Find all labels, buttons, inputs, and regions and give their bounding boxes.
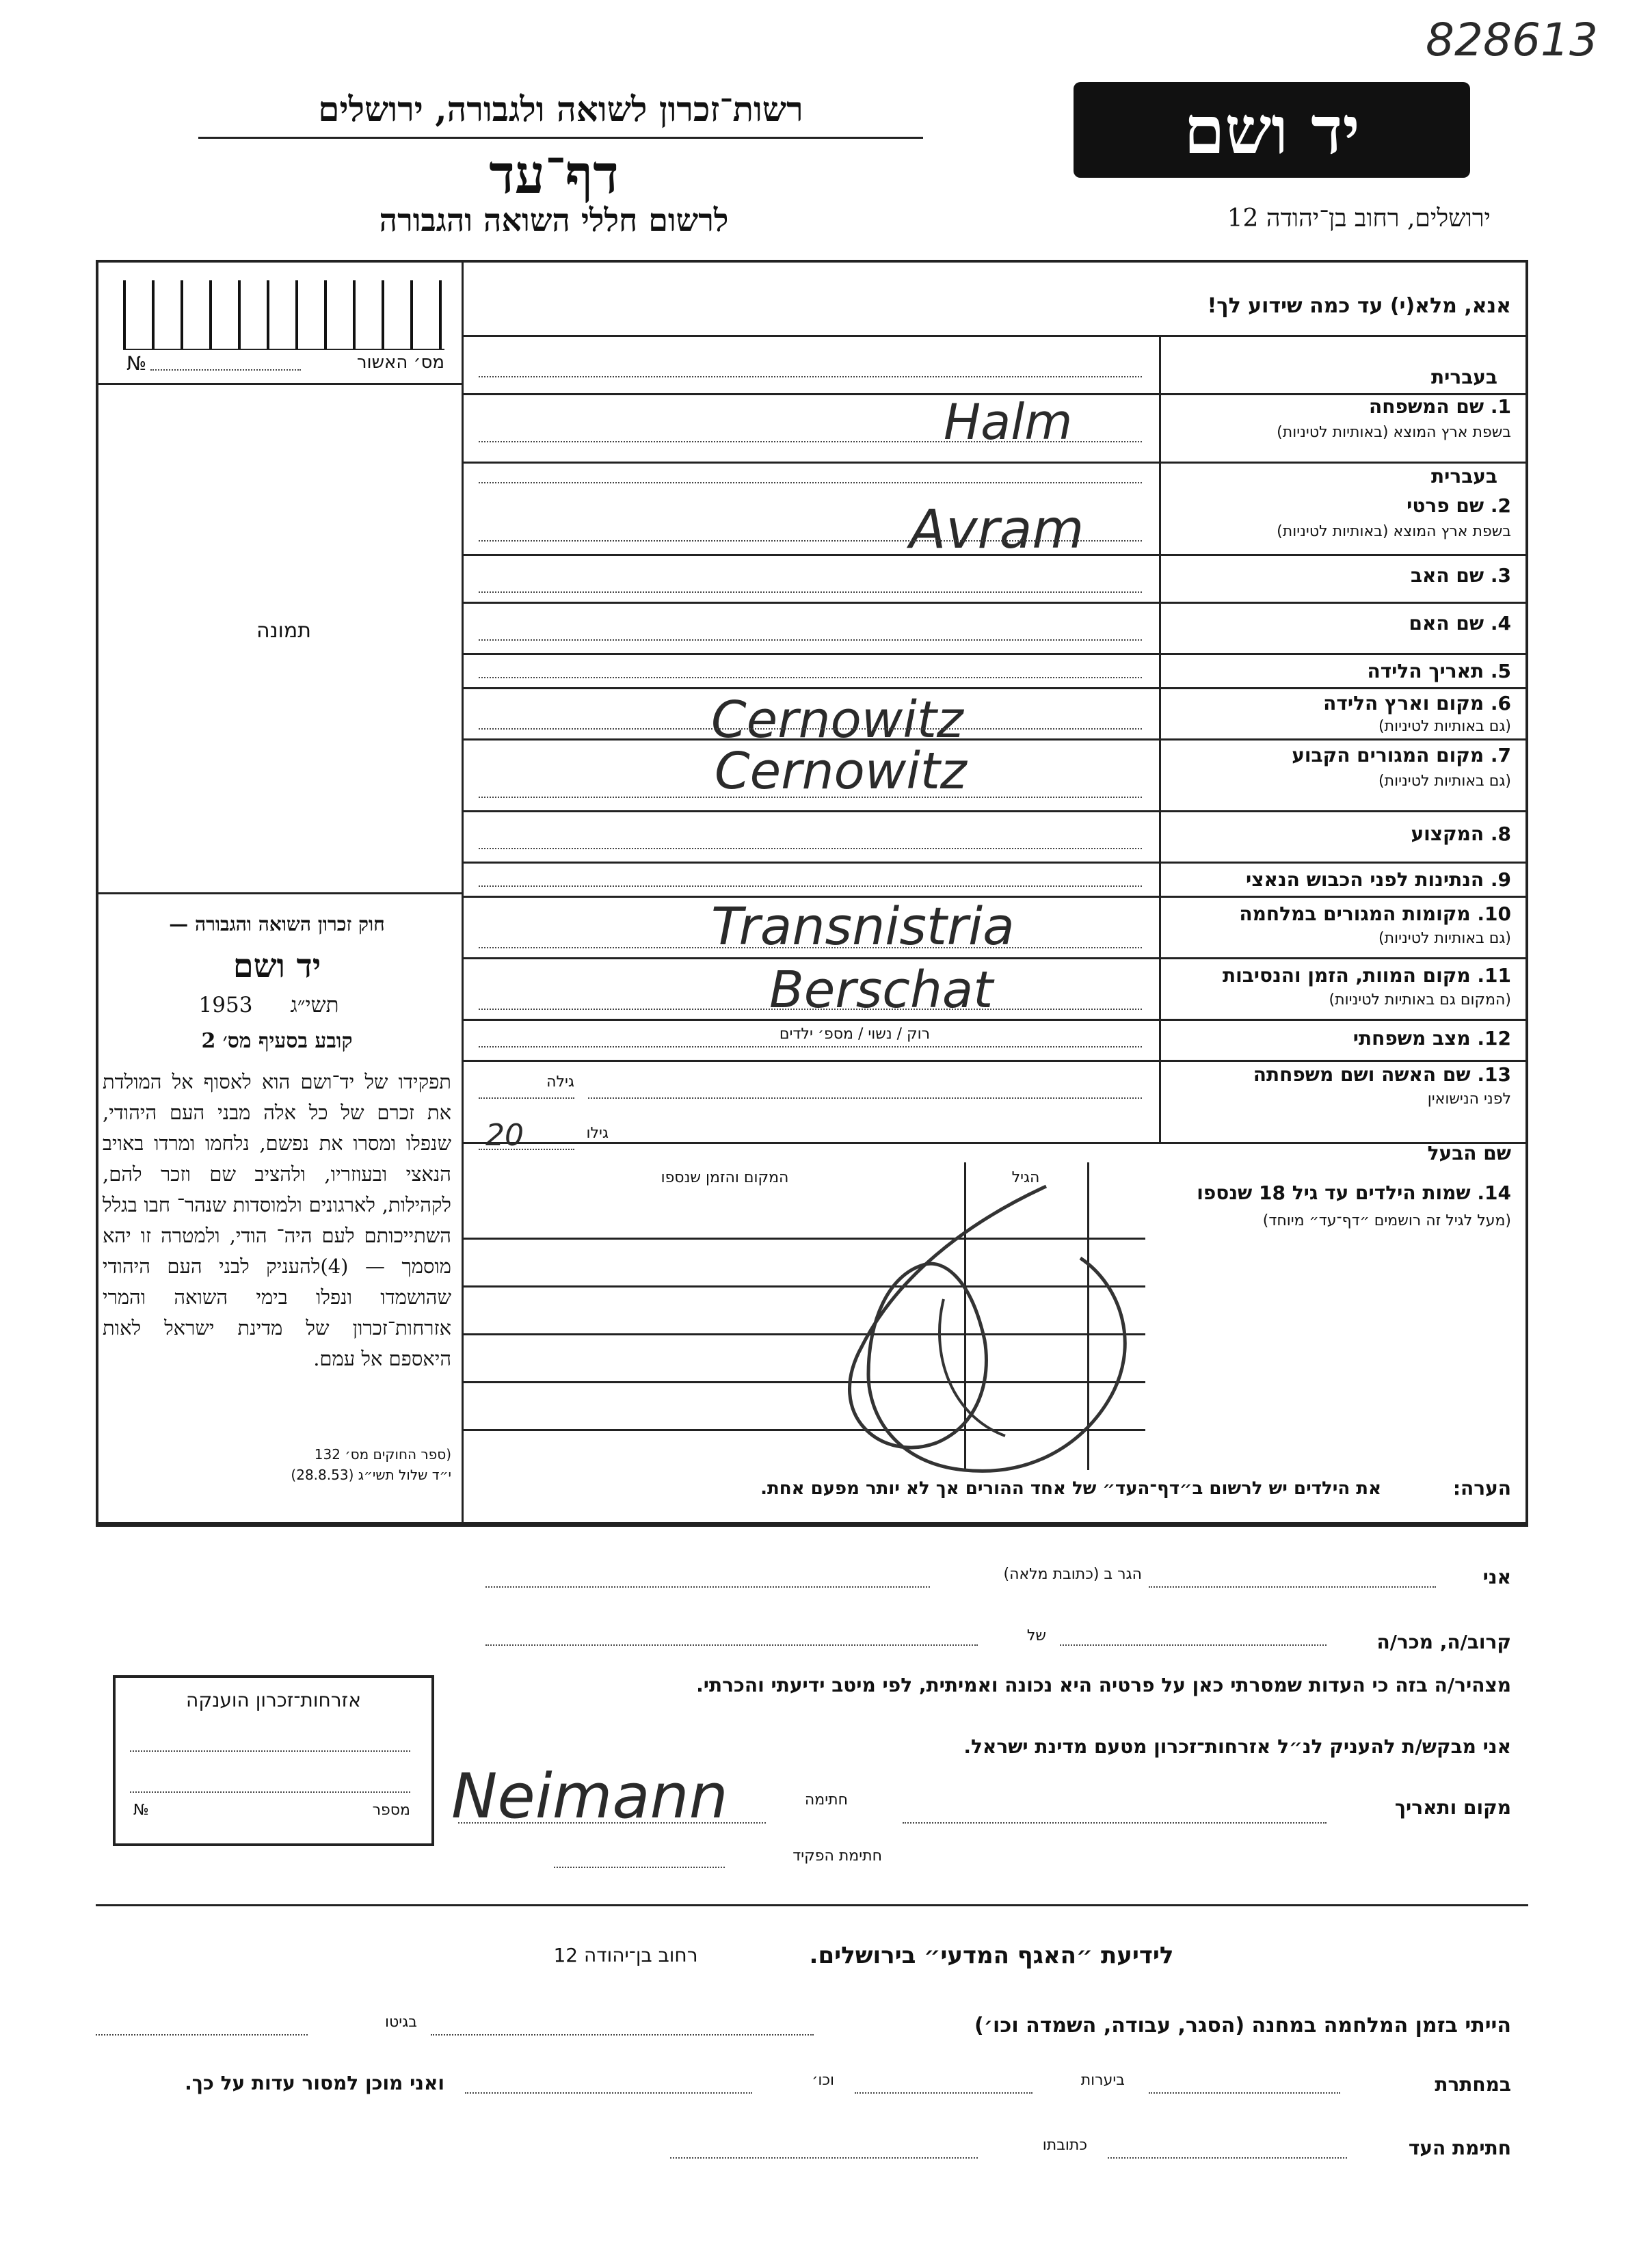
field-13-label: 13. שם האשה ושם משפחתה [1253,1063,1511,1086]
relation-value-line[interactable] [1060,1644,1327,1646]
marital-status-line[interactable] [479,1046,1142,1048]
camp-line-label: הייתי בזמן המלחמה במחנה (הסגר, עבודה, השמדה וכו׳) [974,2014,1511,2038]
law-box-top [96,892,462,894]
etc-label: וכו׳ [812,2072,834,2089]
field-4-label: 4. שם האם [1409,612,1511,635]
field-2-hebrew-sublabel: בעברית [1430,465,1497,488]
children-row-line-2 [462,1285,1145,1288]
ready-label: ואני מוכן למסור עדות על כך. [185,2072,444,2094]
ghetto-line[interactable] [96,2034,308,2036]
children-section-label: 14. שמות הילדים עד גיל 18 שנספו [1197,1182,1511,1204]
husband-age-line[interactable] [479,1149,574,1150]
etc-line[interactable] [465,2092,752,2094]
field-1-label: 1. שם המשפחה [1369,395,1511,418]
memorial-box-line-1[interactable] [130,1750,410,1752]
approval-number-field[interactable] [150,369,301,371]
occupation-line[interactable] [479,848,1142,849]
wife-name-line[interactable] [588,1097,1142,1099]
given-name-latin-value[interactable]: Avram [909,499,1084,561]
official-signature-label: חתימת הפקיד [792,1847,882,1865]
memorial-box-number-label: מספר [372,1802,410,1819]
declarant-name-line[interactable] [1149,1586,1436,1588]
law-text: תפקידו של יד־ושם הוא לאסוף אל המולדת את זכרם של כל אלה מבני העם היהודי, שנפלו ומסרו את נפשם, נלחמו ומרדו באויב הנאצי ובעוזריו, ולהציב שם וזכר להם, לקהילות, לארגונים ולמוסדות שנהר־ חבו בגלל השתייכותם לעם היה־ הודי, ולמטרה זו יהא מוסמך — (4)להעניק לבני העם היהודי שהושמדו ונפלו בימי השואה והמרי אזרחות־זכרון של מדינת ישראל לאות היאספם אל עמם. [103,1070,451,1370]
field-11-sublabel: (המקום גם באותיות לטיניות) [1329,991,1511,1009]
field-6-top-line [462,687,1528,689]
children-row-line-3 [462,1333,1145,1335]
field-13-sublabel: לפני הנישואין [1427,1091,1511,1108]
field-6-label: 6. מקום וארץ הלידה [1323,692,1511,715]
approval-bars [123,280,444,350]
field-5-top-line [462,653,1528,655]
field-4-top-line [462,602,1528,604]
field-11-top-line [462,957,1528,959]
children-age-header: הגיל [1011,1169,1040,1186]
field-11-label: 11. מקום המוות, הזמן והנסיבות [1222,964,1511,987]
field-8-label: 8. המקצוע [1411,823,1511,845]
marital-options: רוק / נשוי / מספ׳ ילדים [779,1026,931,1043]
field-6-sublabel: (גם באותיות לטיניות) [1378,718,1511,735]
memorial-box-number-mark: № [133,1802,149,1819]
wife-age-label: גילה [546,1073,574,1091]
signature-label: חתימה [804,1791,848,1809]
field-13-top-line [462,1060,1528,1062]
field-1-latin-sublabel: בשפת ארץ המוצא (באותיות לטיניות) [1277,424,1511,441]
death-place-line[interactable] [479,1009,1142,1010]
given-name-hebrew-line[interactable] [479,482,1142,483]
children-place-header: המקום והזמן שנספו [661,1169,789,1186]
field-3-label: 3. שם האב [1410,564,1511,587]
field-9-top-line [462,862,1528,864]
relation-person-line[interactable] [485,1644,978,1646]
war-residence-value[interactable]: Transnistria [711,896,1015,957]
forests-label: ביערות [1080,2072,1125,2089]
law-year: 1953 [198,993,253,1017]
place-date-line[interactable] [903,1822,1327,1824]
surname-hebrew-line[interactable] [479,376,1142,377]
law-publication: (ספר החוקים מס׳ 132 [314,1446,451,1463]
forests-line[interactable] [855,2092,1032,2094]
birth-place-value[interactable]: Cernowitz [711,691,963,749]
memorial-box-title: אזרחות־זכרון הוענקה [186,1689,361,1711]
wife-age-line[interactable] [479,1097,574,1099]
declarant-address-line[interactable] [485,1586,930,1588]
signature-value[interactable]: Neimann [451,1761,728,1832]
field-2-label: 2. שם פרטי [1407,494,1511,517]
surname-latin-value[interactable]: Halm [944,393,1073,451]
law-name: יד ושם [232,947,321,985]
underground-line[interactable] [1149,2092,1340,2094]
husband-age-label: גילו [586,1125,609,1142]
camp-line[interactable] [431,2034,814,2036]
residence-line[interactable] [479,797,1142,798]
field-9-label: 9. הנתינות לפני הכבוש הנאצי [1246,868,1511,891]
field-12-label: 12. מצב משפחתי [1352,1027,1511,1050]
witness-address-label: כתובתו [1042,2137,1087,2154]
note-label: הערה: [1452,1477,1511,1499]
field-5-label: 5. תאריך הלידה [1367,660,1511,682]
declaration-text: מצהיר/ה בזה כי העדות שמסרתי כאן על פרטיה היא נכונה ואמיתית, לפי מיטב ידיעתי והכרתי. [696,1674,1511,1696]
form-subtitle: לרשום חללי השואה והגבורה [379,202,729,239]
official-signature-line[interactable] [554,1867,725,1868]
field-7-sublabel: (גם באותיות לטיניות) [1378,773,1511,790]
declarant-label: אני [1482,1566,1511,1588]
given-name-latin-line[interactable] [479,540,1142,542]
ghetto-label: בגיטו [385,2014,417,2031]
yad-vashem-logo: יד ושם [1074,82,1470,178]
memorial-box-line-2[interactable] [130,1791,410,1793]
children-section-note: (מעל לגיל זה רושמים ״דף־עד״ מיוחד) [1262,1212,1511,1229]
serial-number: 828613 [1426,14,1598,66]
mother-name-line[interactable] [479,639,1142,641]
header-right-title: רשות־זכרון לשואה ולגבורה, ירושלים [318,89,803,129]
note-text: את הילדים יש לרשום ב״דף־העד״ של אחד ההורים אך לא יותר מפעם אחת. [760,1478,1381,1499]
law-publication-date: י״ד שלול תשי״ג (28.8.53) [291,1467,451,1483]
main-box-bottom [96,1525,1528,1527]
approval-number-mark: № [126,352,147,375]
field-2-latin-sublabel: בשפת ארץ המוצא (באותיות לטיניות) [1277,523,1511,540]
field-10-sublabel: (גם באותיות לטיניות) [1378,930,1511,947]
law-year-hebrew: תשי״ג [290,993,339,1017]
relation-label: קרוב/ה, מכר/ה [1376,1631,1511,1653]
signature-line[interactable] [458,1822,766,1824]
request-text: אני מבקש/ת להעניק לנ״ל אזרחות־זכרון מטעם מדינת ישראל. [963,1735,1511,1758]
death-place-value[interactable]: Berschat [769,961,994,1019]
birth-date-line[interactable] [479,677,1142,678]
husband-name-label: שם הבעל [1427,1142,1511,1164]
approval-line [96,383,462,385]
surname-latin-line[interactable] [479,441,1142,442]
field-7-label: 7. מקום המגורים הקבוע [1292,744,1511,766]
field-1-hebrew-sublabel: בעברית [1430,366,1497,388]
address-line: ירושלים, רחוב בן־יהודה 12 [1227,204,1491,232]
header-underline [198,137,923,139]
witness-signature-line[interactable] [1108,2157,1347,2159]
underground-label: במחתרת [1435,2073,1511,2096]
nationality-line[interactable] [479,885,1142,887]
war-residence-line[interactable] [479,947,1142,948]
father-name-line[interactable] [479,591,1142,593]
declarant-address-label: הגר ב (כתובת מלאה) [1003,1566,1142,1583]
witness-signature-label: חתימת העד [1408,2137,1511,2159]
witness-address-line[interactable] [670,2157,978,2159]
approval-label: מס׳ האשור [356,352,444,373]
form-instruction: אנא, מלא(י) עד כמה שידוע לך! [1207,294,1511,318]
field-2-top-line [462,462,1528,464]
field-8-top-line [462,810,1528,812]
top-inner-line [462,335,1528,337]
form-title: דף־עד [489,144,619,206]
lower-section-top [96,1904,1528,1906]
of-label: של [1026,1627,1046,1644]
info-address: רחוב בן־יהודה 12 [553,1944,698,1966]
field-10-label: 10. מקומות המגורים במלחמה [1239,903,1511,925]
birth-place-line[interactable] [479,728,1142,730]
law-title: חוק זכרון השואה והגבורה — [169,913,385,935]
children-row-line-5 [462,1429,1145,1431]
place-date-label: מקום ותאריך [1394,1796,1511,1819]
husband-age-value[interactable]: 20 [485,1118,524,1153]
children-col-divider-1 [964,1162,966,1470]
law-clause: קובע בסעיף מס׳ 2 [201,1029,353,1053]
children-col-divider-2 [1087,1162,1089,1470]
residence-value[interactable]: Cernowitz [715,742,967,801]
info-title: לידיעת ״האגף המדעי״ בירושלים. [809,1942,1174,1969]
children-row-line-1 [462,1238,1145,1240]
children-row-line-4 [462,1381,1145,1383]
photo-label: תמונה [256,619,311,643]
